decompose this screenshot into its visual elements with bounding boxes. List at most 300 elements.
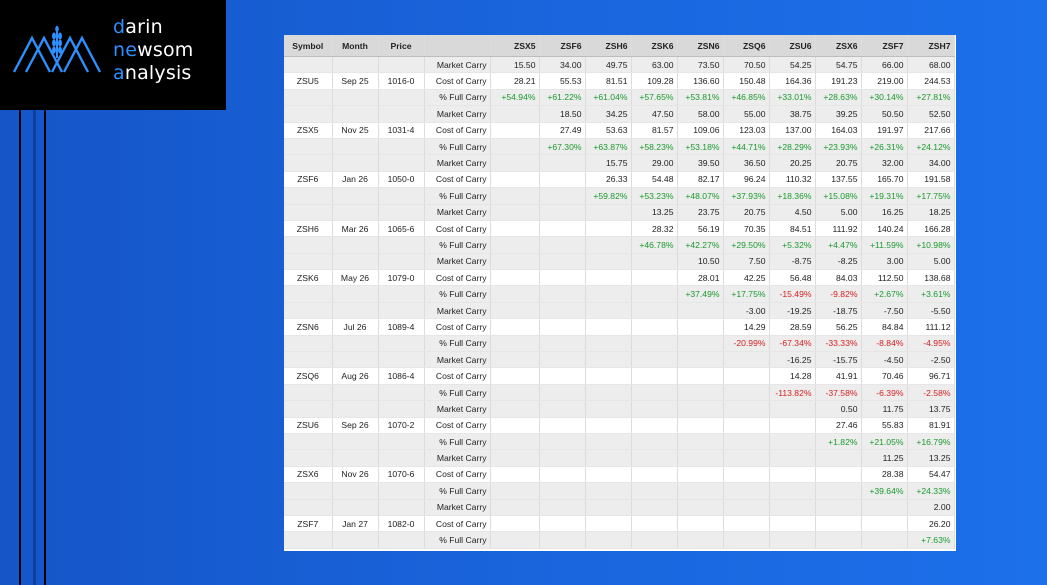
table-row xyxy=(284,253,954,269)
cell-value xyxy=(585,204,631,220)
cell-symbol xyxy=(284,155,332,171)
cell-month: Sep 25 xyxy=(332,73,378,89)
cell-symbol: ZSK6 xyxy=(284,270,332,286)
cell-row-label: Market Carry xyxy=(424,106,490,122)
cell-value xyxy=(677,401,723,417)
cell-value: 81.57 xyxy=(631,122,677,138)
cell-month xyxy=(332,352,378,368)
cell-value: +4.47% xyxy=(815,237,861,253)
cell-value: 28.01 xyxy=(677,270,723,286)
cell-value: +30.14% xyxy=(861,89,907,105)
cell-value: +48.07% xyxy=(677,188,723,204)
cell-month xyxy=(332,237,378,253)
cell-value: 109.28 xyxy=(631,73,677,89)
cell-value xyxy=(585,286,631,302)
cell-value xyxy=(490,335,539,351)
cell-value xyxy=(490,417,539,433)
cell-row-label: Cost of Carry xyxy=(424,171,490,187)
cell-value xyxy=(490,138,539,154)
cell-row-label: % Full Carry xyxy=(424,89,490,105)
cell-row-label: Cost of Carry xyxy=(424,417,490,433)
cell-value: +46.85% xyxy=(723,89,769,105)
cell-value: 55.53 xyxy=(539,73,585,89)
table-row xyxy=(284,73,954,89)
logo-text: darin newsom analysis xyxy=(113,16,194,84)
cell-value: -19.25 xyxy=(769,302,815,318)
cell-value: 137.00 xyxy=(769,122,815,138)
cell-value: -16.25 xyxy=(769,352,815,368)
cell-value: +17.75% xyxy=(907,188,954,204)
cell-value xyxy=(677,483,723,499)
cell-value xyxy=(723,515,769,531)
cell-value: +53.81% xyxy=(677,89,723,105)
cell-price xyxy=(378,57,424,73)
cell-value: 20.75 xyxy=(815,155,861,171)
cell-row-label: % Full Carry xyxy=(424,335,490,351)
table-row xyxy=(284,286,954,302)
cell-value xyxy=(723,417,769,433)
cell-value xyxy=(631,253,677,269)
table-row xyxy=(284,89,954,105)
cell-price: 1070-6 xyxy=(378,466,424,482)
cell-value: 39.50 xyxy=(677,155,723,171)
cell-price xyxy=(378,384,424,400)
cell-row-label: Market Carry xyxy=(424,499,490,515)
cell-value: 96.71 xyxy=(907,368,954,384)
cell-value: 52.50 xyxy=(907,106,954,122)
cell-value xyxy=(723,483,769,499)
table-row xyxy=(284,335,954,351)
cell-value: 27.46 xyxy=(815,417,861,433)
cell-value xyxy=(490,253,539,269)
cell-value xyxy=(490,433,539,449)
table-row xyxy=(284,302,954,318)
cell-value xyxy=(631,515,677,531)
cell-value: 16.25 xyxy=(861,204,907,220)
cell-value xyxy=(723,532,769,548)
cell-value xyxy=(677,368,723,384)
cell-value: 55.83 xyxy=(861,417,907,433)
cell-value: +26.31% xyxy=(861,138,907,154)
cell-value: 2.00 xyxy=(907,499,954,515)
cell-value: 81.91 xyxy=(907,417,954,433)
cell-price xyxy=(378,433,424,449)
cell-value: 56.48 xyxy=(769,270,815,286)
cell-value xyxy=(677,499,723,515)
cell-value: +39.64% xyxy=(861,483,907,499)
cell-value: 68.00 xyxy=(907,57,954,73)
cell-symbol xyxy=(284,286,332,302)
cell-value: 82.17 xyxy=(677,171,723,187)
cell-value: 7.50 xyxy=(723,253,769,269)
cell-value xyxy=(631,335,677,351)
cell-price xyxy=(378,188,424,204)
cell-value: -8.84% xyxy=(861,335,907,351)
cell-symbol: ZSF7 xyxy=(284,515,332,531)
cell-value: -15.75 xyxy=(815,352,861,368)
cell-value: 217.66 xyxy=(907,122,954,138)
cell-value xyxy=(539,302,585,318)
cell-value: +58.23% xyxy=(631,138,677,154)
cell-value xyxy=(585,220,631,236)
table-row xyxy=(284,138,954,154)
cell-value: 20.75 xyxy=(723,204,769,220)
cell-value: 14.29 xyxy=(723,319,769,335)
cell-value: +61.22% xyxy=(539,89,585,105)
cell-value: 136.60 xyxy=(677,73,723,89)
cell-value xyxy=(539,450,585,466)
cell-value xyxy=(769,450,815,466)
cell-value: +61.04% xyxy=(585,89,631,105)
cell-value: 219.00 xyxy=(861,73,907,89)
cell-value xyxy=(490,286,539,302)
cell-value: -2.58% xyxy=(907,384,954,400)
cell-value: +37.93% xyxy=(723,188,769,204)
cell-value xyxy=(815,515,861,531)
cell-value xyxy=(539,515,585,531)
cell-price xyxy=(378,450,424,466)
table-row xyxy=(284,417,954,433)
cell-value: 10.50 xyxy=(677,253,723,269)
cell-value xyxy=(490,499,539,515)
cell-value xyxy=(490,515,539,531)
cell-value: -8.25 xyxy=(815,253,861,269)
cell-value xyxy=(723,433,769,449)
cell-value xyxy=(677,532,723,548)
header-contract: ZSX5 xyxy=(490,35,539,57)
cell-value xyxy=(539,466,585,482)
cell-value: 63.00 xyxy=(631,57,677,73)
cell-value xyxy=(585,368,631,384)
cell-value xyxy=(585,417,631,433)
cell-value xyxy=(631,499,677,515)
cell-row-label: Cost of Carry xyxy=(424,515,490,531)
cell-row-label: Cost of Carry xyxy=(424,73,490,89)
table-row xyxy=(284,532,954,548)
cell-value xyxy=(585,253,631,269)
vertical-rule xyxy=(44,110,46,585)
cell-value: +7.63% xyxy=(907,532,954,548)
cell-value: 50.50 xyxy=(861,106,907,122)
vertical-rule xyxy=(19,110,21,585)
cell-value xyxy=(631,302,677,318)
cell-value xyxy=(539,286,585,302)
table-row xyxy=(284,499,954,515)
cell-value: 138.68 xyxy=(907,270,954,286)
cell-value xyxy=(490,237,539,253)
cell-symbol: ZSN6 xyxy=(284,319,332,335)
cell-value: +5.32% xyxy=(769,237,815,253)
cell-value xyxy=(539,401,585,417)
cell-value: 55.00 xyxy=(723,106,769,122)
cell-value: -7.50 xyxy=(861,302,907,318)
cell-value: 4.50 xyxy=(769,204,815,220)
cell-value xyxy=(490,532,539,548)
cell-value xyxy=(769,532,815,548)
vertical-rule xyxy=(33,110,36,585)
cell-value xyxy=(490,171,539,187)
cell-value xyxy=(490,352,539,368)
header-price: Price xyxy=(378,35,424,57)
cell-symbol xyxy=(284,384,332,400)
header-row-type xyxy=(424,35,490,57)
cell-symbol: ZSX5 xyxy=(284,122,332,138)
cell-value xyxy=(677,302,723,318)
cell-month xyxy=(332,483,378,499)
cell-value: -20.99% xyxy=(723,335,769,351)
cell-value: 28.38 xyxy=(861,466,907,482)
cell-value: 32.00 xyxy=(861,155,907,171)
cell-value: 110.32 xyxy=(769,171,815,187)
cell-value xyxy=(490,204,539,220)
cell-value xyxy=(677,384,723,400)
cell-value: 28.21 xyxy=(490,73,539,89)
cell-value xyxy=(677,515,723,531)
cell-value: +53.18% xyxy=(677,138,723,154)
cell-value xyxy=(815,450,861,466)
cell-month xyxy=(332,450,378,466)
cell-value xyxy=(585,532,631,548)
table-row xyxy=(284,57,954,73)
cell-month xyxy=(332,384,378,400)
cell-value xyxy=(723,450,769,466)
table-row xyxy=(284,171,954,187)
cell-row-label: Market Carry xyxy=(424,155,490,171)
cell-value: 11.75 xyxy=(861,401,907,417)
cell-value xyxy=(723,499,769,515)
cell-value xyxy=(490,319,539,335)
cell-month xyxy=(332,188,378,204)
cell-value: 70.35 xyxy=(723,220,769,236)
cell-value xyxy=(539,171,585,187)
cell-row-label: % Full Carry xyxy=(424,237,490,253)
cell-value xyxy=(631,532,677,548)
cell-value: 84.51 xyxy=(769,220,815,236)
cell-value xyxy=(769,433,815,449)
cell-symbol xyxy=(284,401,332,417)
cell-price xyxy=(378,204,424,220)
cell-value xyxy=(631,401,677,417)
cell-value xyxy=(490,466,539,482)
cell-value: 13.25 xyxy=(631,204,677,220)
cell-value: 111.12 xyxy=(907,319,954,335)
cell-value: -67.34% xyxy=(769,335,815,351)
cell-value xyxy=(631,384,677,400)
cell-value: -113.82% xyxy=(769,384,815,400)
header-contract: ZSK6 xyxy=(631,35,677,57)
cell-price: 1065-6 xyxy=(378,220,424,236)
cell-row-label: Market Carry xyxy=(424,57,490,73)
cell-value xyxy=(539,253,585,269)
cell-row-label: Cost of Carry xyxy=(424,122,490,138)
cell-month xyxy=(332,106,378,122)
cell-symbol: ZSU6 xyxy=(284,417,332,433)
cell-value xyxy=(677,319,723,335)
cell-row-label: Cost of Carry xyxy=(424,270,490,286)
cell-value xyxy=(585,483,631,499)
cell-value xyxy=(631,286,677,302)
cell-value: +63.87% xyxy=(585,138,631,154)
cell-value xyxy=(490,450,539,466)
cell-value: 3.00 xyxy=(861,253,907,269)
cell-value: +1.82% xyxy=(815,433,861,449)
cell-value xyxy=(723,384,769,400)
cell-value xyxy=(631,483,677,499)
cell-month xyxy=(332,532,378,548)
cell-price xyxy=(378,532,424,548)
cell-symbol: ZSX6 xyxy=(284,466,332,482)
cell-month xyxy=(332,57,378,73)
cell-value: 18.25 xyxy=(907,204,954,220)
cell-value: +2.67% xyxy=(861,286,907,302)
cell-value: 13.75 xyxy=(907,401,954,417)
cell-value xyxy=(677,433,723,449)
cell-value: 29.00 xyxy=(631,155,677,171)
cell-symbol xyxy=(284,483,332,499)
cell-symbol: ZSF6 xyxy=(284,171,332,187)
cell-value: 81.51 xyxy=(585,73,631,89)
cell-value xyxy=(490,483,539,499)
table-row xyxy=(284,106,954,122)
cell-value xyxy=(631,270,677,286)
cell-value xyxy=(539,417,585,433)
table-row xyxy=(284,401,954,417)
header-contract: ZSH7 xyxy=(907,35,954,57)
cell-price: 1086-4 xyxy=(378,368,424,384)
cell-month xyxy=(332,253,378,269)
cell-value: 84.03 xyxy=(815,270,861,286)
cell-value: +19.31% xyxy=(861,188,907,204)
table-row xyxy=(284,204,954,220)
cell-value xyxy=(585,352,631,368)
cell-value: 34.00 xyxy=(539,57,585,73)
cell-value xyxy=(490,401,539,417)
cell-value xyxy=(539,352,585,368)
cell-value: -3.00 xyxy=(723,302,769,318)
cell-price xyxy=(378,155,424,171)
cell-value xyxy=(861,499,907,515)
cell-value: +11.59% xyxy=(861,237,907,253)
cell-value: 5.00 xyxy=(907,253,954,269)
cell-value: 54.48 xyxy=(631,171,677,187)
logo-mountains-icon xyxy=(12,24,108,76)
cell-value: 42.25 xyxy=(723,270,769,286)
cell-value xyxy=(723,352,769,368)
cell-month: Nov 25 xyxy=(332,122,378,138)
cell-row-label: Cost of Carry xyxy=(424,368,490,384)
cell-value: +28.29% xyxy=(769,138,815,154)
cell-value: 14.28 xyxy=(769,368,815,384)
cell-value: 112.50 xyxy=(861,270,907,286)
cell-price xyxy=(378,237,424,253)
cell-value xyxy=(490,368,539,384)
cell-price xyxy=(378,89,424,105)
cell-value: -37.58% xyxy=(815,384,861,400)
cell-value: 28.32 xyxy=(631,220,677,236)
table-row xyxy=(284,384,954,400)
cell-price: 1016-0 xyxy=(378,73,424,89)
cell-price: 1070-2 xyxy=(378,417,424,433)
table-row xyxy=(284,188,954,204)
cell-value: +27.81% xyxy=(907,89,954,105)
cell-value: 56.19 xyxy=(677,220,723,236)
cell-value xyxy=(677,335,723,351)
cell-value xyxy=(539,188,585,204)
cell-symbol xyxy=(284,499,332,515)
cell-value: +17.75% xyxy=(723,286,769,302)
cell-row-label: Market Carry xyxy=(424,450,490,466)
cell-value xyxy=(539,220,585,236)
cell-value xyxy=(539,433,585,449)
table-row xyxy=(284,352,954,368)
cell-value: 164.36 xyxy=(769,73,815,89)
cell-row-label: % Full Carry xyxy=(424,286,490,302)
table-row xyxy=(284,237,954,253)
cell-value: 26.20 xyxy=(907,515,954,531)
cell-value: 140.24 xyxy=(861,220,907,236)
cell-value xyxy=(585,433,631,449)
cell-value xyxy=(769,483,815,499)
cell-value: 23.75 xyxy=(677,204,723,220)
cell-value: 191.58 xyxy=(907,171,954,187)
cell-value: +37.49% xyxy=(677,286,723,302)
cell-value xyxy=(490,155,539,171)
cell-value xyxy=(585,319,631,335)
cell-symbol xyxy=(284,433,332,449)
cell-price xyxy=(378,106,424,122)
cell-price xyxy=(378,499,424,515)
cell-value: 41.91 xyxy=(815,368,861,384)
cell-value xyxy=(769,499,815,515)
cell-value xyxy=(585,515,631,531)
cell-value xyxy=(631,433,677,449)
cell-value xyxy=(723,401,769,417)
cell-value: 70.46 xyxy=(861,368,907,384)
cell-value xyxy=(815,532,861,548)
cell-month xyxy=(332,401,378,417)
cell-month: Jul 26 xyxy=(332,319,378,335)
cell-value: 28.59 xyxy=(769,319,815,335)
cell-month: Aug 26 xyxy=(332,368,378,384)
cell-symbol: ZSQ6 xyxy=(284,368,332,384)
cell-price: 1050-0 xyxy=(378,171,424,187)
cell-value: 36.50 xyxy=(723,155,769,171)
cell-month: May 26 xyxy=(332,270,378,286)
cell-value: +53.23% xyxy=(631,188,677,204)
cell-value xyxy=(631,466,677,482)
cell-symbol: ZSU5 xyxy=(284,73,332,89)
cell-value: 27.49 xyxy=(539,122,585,138)
header-contract: ZSF6 xyxy=(539,35,585,57)
cell-value xyxy=(815,499,861,515)
cell-value xyxy=(585,302,631,318)
cell-value: 5.00 xyxy=(815,204,861,220)
cell-value xyxy=(769,417,815,433)
header-contract: ZSN6 xyxy=(677,35,723,57)
cell-month: Sep 26 xyxy=(332,417,378,433)
cell-value: +44.71% xyxy=(723,138,769,154)
cell-value: 13.25 xyxy=(907,450,954,466)
cell-value xyxy=(723,368,769,384)
cell-value xyxy=(539,384,585,400)
cell-value: 165.70 xyxy=(861,171,907,187)
cell-value xyxy=(631,319,677,335)
cell-value: +23.93% xyxy=(815,138,861,154)
cell-value xyxy=(539,270,585,286)
table-header-row xyxy=(284,35,954,57)
cell-value: 47.50 xyxy=(631,106,677,122)
cell-value: -15.49% xyxy=(769,286,815,302)
